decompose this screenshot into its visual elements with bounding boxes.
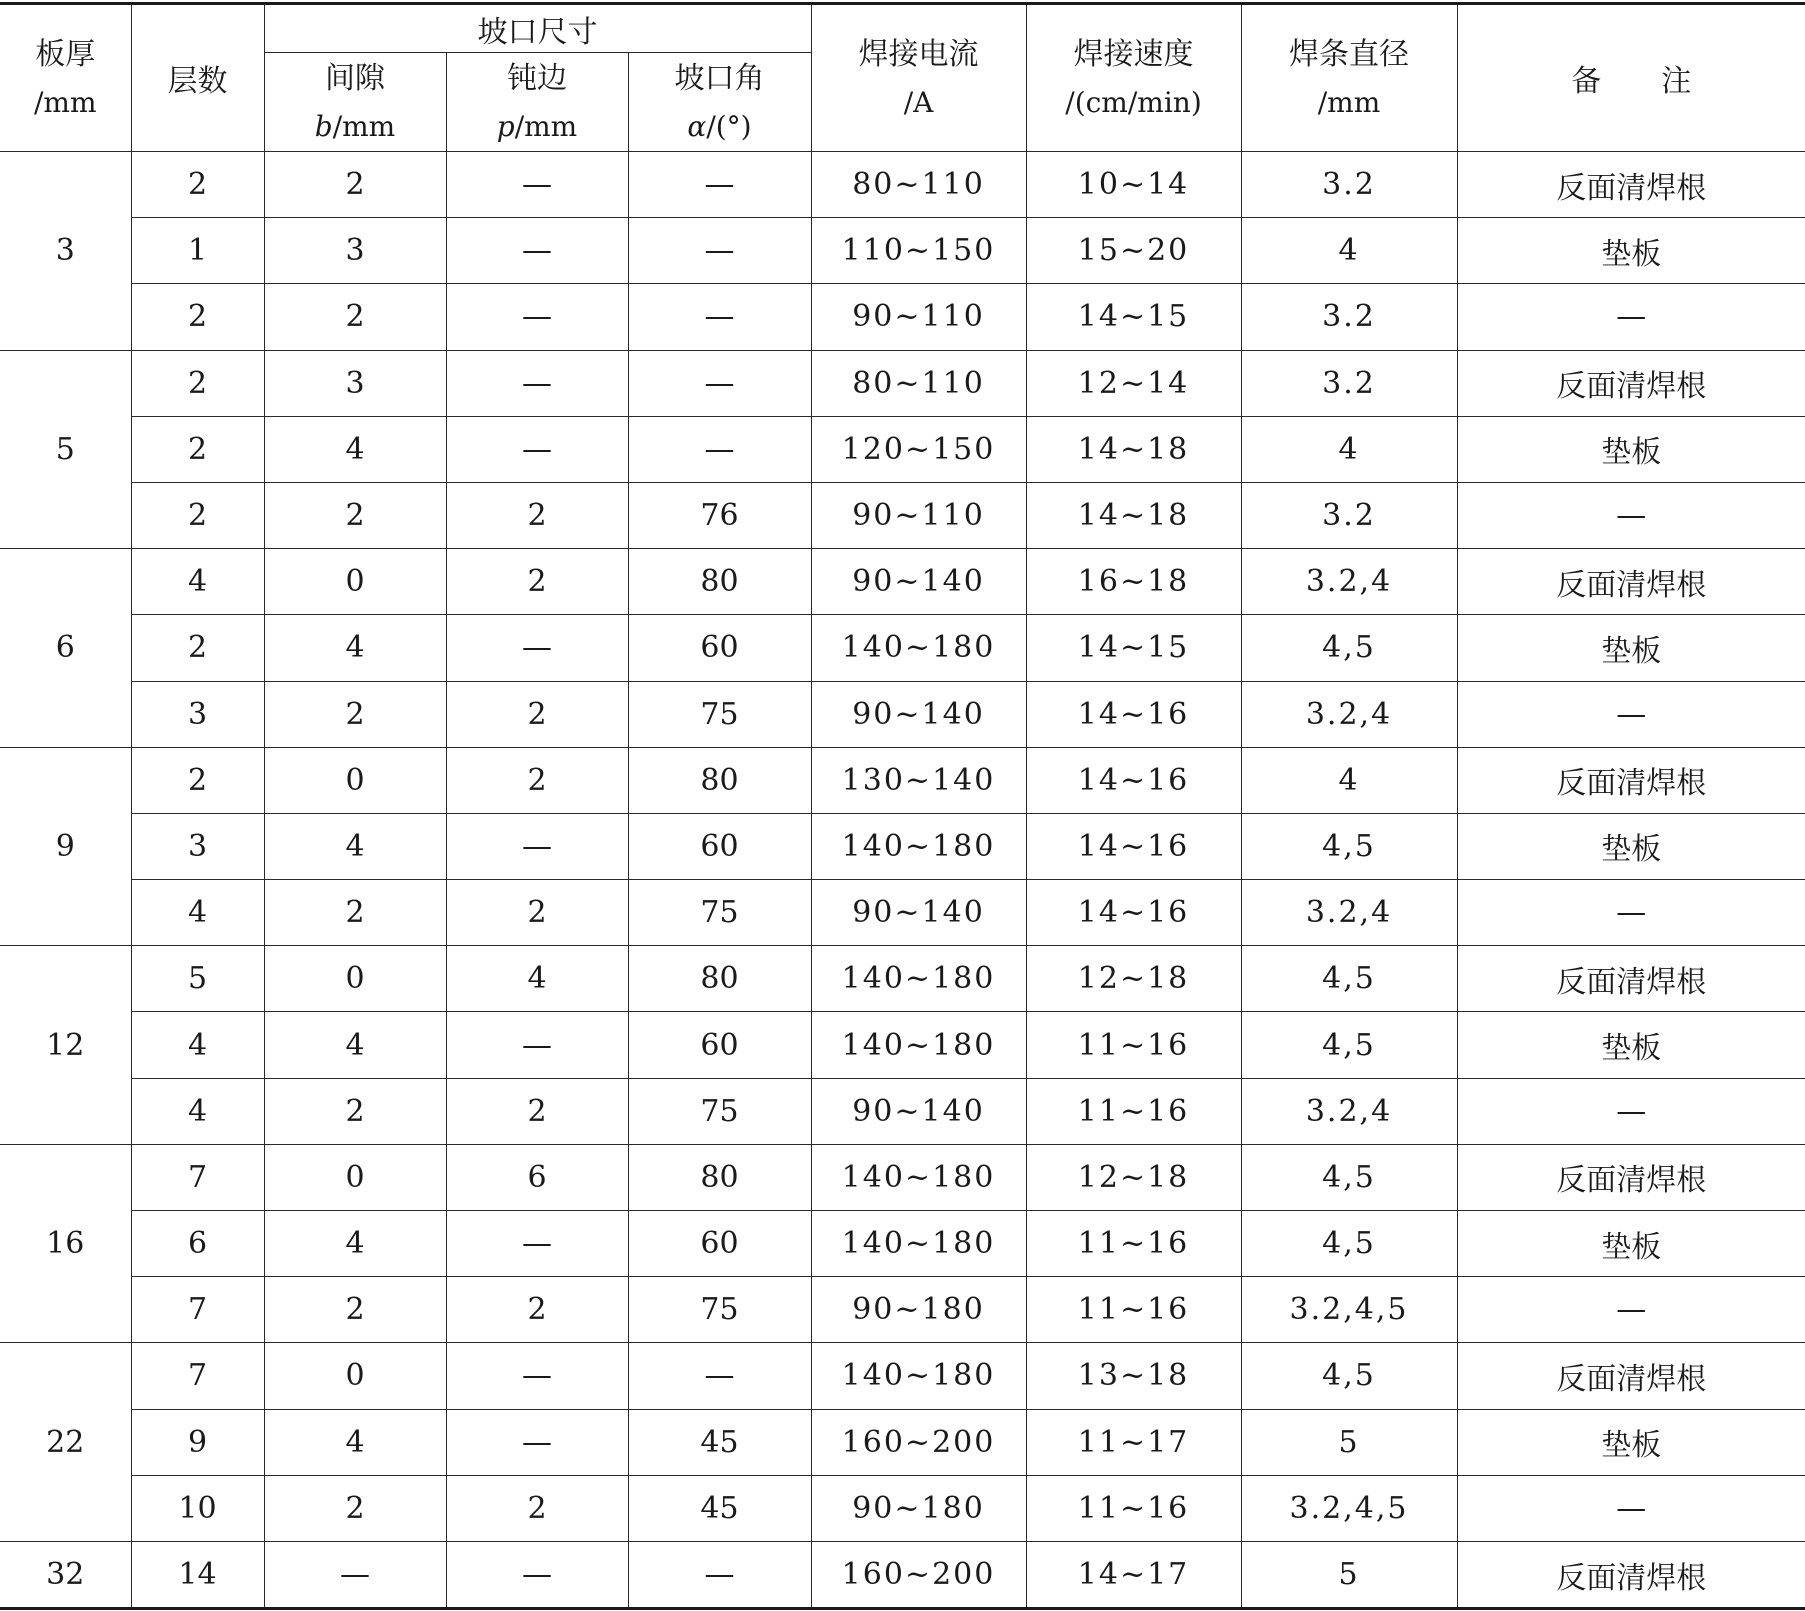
cell-land: —	[446, 1343, 628, 1409]
cell-note: 垫板	[1457, 416, 1805, 482]
cell-layers: 4	[131, 549, 264, 615]
header-gap-name: 间隙	[325, 61, 385, 96]
cell-current: 160~200	[811, 1541, 1026, 1608]
table-row	[0, 1211, 1805, 1277]
cell-current: 140~180	[811, 1211, 1026, 1277]
cell-gap: 2	[264, 482, 446, 548]
cell-dia: 3.2,4	[1241, 880, 1457, 946]
cell-note: 垫板	[1457, 1012, 1805, 1078]
cell-note: 反面清焊根	[1457, 1144, 1805, 1210]
cell-speed: 14~18	[1026, 416, 1241, 482]
cell-gap: 2	[264, 1475, 446, 1541]
cell-layers: 7	[131, 1343, 264, 1409]
cell-note: 反面清焊根	[1457, 549, 1805, 615]
table-row	[0, 615, 1805, 681]
cell-gap: 2	[264, 681, 446, 747]
cell-note: —	[1457, 1475, 1805, 1541]
header-land-name: 钝边	[507, 61, 567, 96]
cell-speed: 12~14	[1026, 350, 1241, 416]
cell-dia: 3.2	[1241, 350, 1457, 416]
header-current	[811, 4, 1026, 152]
cell-land: 2	[446, 1475, 628, 1541]
cell-gap: 4	[264, 1211, 446, 1277]
table-row	[0, 1078, 1805, 1144]
cell-speed: 11~16	[1026, 1211, 1241, 1277]
cell-speed: 12~18	[1026, 946, 1241, 1012]
cell-land: —	[446, 1541, 628, 1608]
cell-current: 140~180	[811, 1012, 1026, 1078]
cell-land: 2	[446, 482, 628, 548]
table-row	[0, 1343, 1805, 1409]
table-row	[0, 946, 1805, 1012]
cell-dia: 3.2,4	[1241, 681, 1457, 747]
cell-speed: 14~16	[1026, 681, 1241, 747]
header-gap-symbol: b	[314, 110, 333, 143]
cell-dia: 3.2,4	[1241, 549, 1457, 615]
cell-current: 80~110	[811, 152, 1026, 218]
cell-layers: 10	[131, 1475, 264, 1541]
header-notes-name: 备 注	[1571, 64, 1692, 99]
cell-gap: 0	[264, 946, 446, 1012]
cell-gap: 2	[264, 284, 446, 350]
cell-thickness: 6	[0, 549, 131, 748]
cell-land: —	[446, 1409, 628, 1475]
cell-current: 160~200	[811, 1409, 1026, 1475]
cell-note: 反面清焊根	[1457, 747, 1805, 813]
cell-land: 2	[446, 681, 628, 747]
cell-speed: 14~17	[1026, 1541, 1241, 1608]
table-row	[0, 747, 1805, 813]
cell-thickness: 32	[0, 1541, 131, 1608]
cell-layers: 6	[131, 1211, 264, 1277]
cell-land: 6	[446, 1144, 628, 1210]
cell-land: 2	[446, 747, 628, 813]
cell-speed: 14~15	[1026, 284, 1241, 350]
cell-land: 2	[446, 1277, 628, 1343]
header-notes	[1457, 4, 1805, 152]
header-groove-group	[264, 4, 811, 53]
table-row	[0, 416, 1805, 482]
cell-speed: 14~16	[1026, 747, 1241, 813]
table-row	[0, 1475, 1805, 1541]
cell-land: —	[446, 615, 628, 681]
cell-dia: 3.2,4,5	[1241, 1475, 1457, 1541]
table-row	[0, 1144, 1805, 1210]
cell-note: 垫板	[1457, 218, 1805, 284]
cell-angle: 75	[628, 1078, 811, 1144]
cell-layers: 2	[131, 482, 264, 548]
cell-dia: 3.2	[1241, 482, 1457, 548]
header-current-name: 焊接电流	[858, 37, 979, 72]
cell-current: 90~180	[811, 1277, 1026, 1343]
cell-dia: 3.2	[1241, 152, 1457, 218]
cell-current: 140~180	[811, 813, 1026, 879]
cell-land: —	[446, 218, 628, 284]
header-thickness	[0, 4, 131, 152]
cell-dia: 4	[1241, 218, 1457, 284]
cell-land: —	[446, 284, 628, 350]
cell-angle: 75	[628, 880, 811, 946]
cell-speed: 11~16	[1026, 1475, 1241, 1541]
table-body	[0, 152, 1805, 1609]
cell-angle: 80	[628, 549, 811, 615]
cell-angle: 80	[628, 946, 811, 1012]
cell-speed: 11~16	[1026, 1012, 1241, 1078]
cell-gap: 0	[264, 747, 446, 813]
header-angle-unit: /(°)	[706, 110, 752, 143]
cell-speed: 16~18	[1026, 549, 1241, 615]
cell-angle: 60	[628, 615, 811, 681]
cell-dia: 4	[1241, 747, 1457, 813]
cell-gap: 0	[264, 1144, 446, 1210]
cell-angle: —	[628, 152, 811, 218]
cell-gap: 3	[264, 350, 446, 416]
cell-note: 垫板	[1457, 615, 1805, 681]
cell-land: 2	[446, 549, 628, 615]
cell-dia: 3.2	[1241, 284, 1457, 350]
cell-thickness: 5	[0, 350, 131, 549]
cell-current: 90~140	[811, 880, 1026, 946]
cell-current: 90~180	[811, 1475, 1026, 1541]
cell-note: 反面清焊根	[1457, 1541, 1805, 1608]
cell-note: —	[1457, 1277, 1805, 1343]
table-row	[0, 482, 1805, 548]
cell-angle: 75	[628, 681, 811, 747]
table-row	[0, 1541, 1805, 1608]
cell-speed: 12~18	[1026, 1144, 1241, 1210]
cell-current: 110~150	[811, 218, 1026, 284]
cell-layers: 9	[131, 1409, 264, 1475]
table-row	[0, 284, 1805, 350]
table-header	[0, 4, 1805, 152]
cell-dia: 4,5	[1241, 1343, 1457, 1409]
cell-note: 反面清焊根	[1457, 152, 1805, 218]
cell-layers: 1	[131, 218, 264, 284]
cell-dia: 4,5	[1241, 1144, 1457, 1210]
cell-gap: 4	[264, 1409, 446, 1475]
cell-dia: 4,5	[1241, 615, 1457, 681]
cell-speed: 14~15	[1026, 615, 1241, 681]
cell-current: 90~110	[811, 284, 1026, 350]
cell-dia: 5	[1241, 1409, 1457, 1475]
cell-gap: 4	[264, 416, 446, 482]
cell-note: —	[1457, 482, 1805, 548]
cell-thickness: 16	[0, 1144, 131, 1343]
cell-layers: 2	[131, 350, 264, 416]
header-layers-name: 层数	[167, 64, 228, 99]
cell-layers: 4	[131, 1012, 264, 1078]
cell-angle: 45	[628, 1409, 811, 1475]
cell-layers: 2	[131, 416, 264, 482]
cell-thickness: 3	[0, 152, 131, 351]
cell-angle: —	[628, 416, 811, 482]
cell-gap: 2	[264, 1078, 446, 1144]
cell-dia: 4,5	[1241, 813, 1457, 879]
cell-angle: 76	[628, 482, 811, 548]
cell-layers: 3	[131, 681, 264, 747]
header-speed-unit: /(cm/min)	[1065, 86, 1202, 119]
cell-speed: 13~18	[1026, 1343, 1241, 1409]
cell-dia: 4,5	[1241, 1012, 1457, 1078]
header-angle	[628, 53, 811, 152]
cell-gap: 0	[264, 1343, 446, 1409]
table-row	[0, 813, 1805, 879]
cell-dia: 4	[1241, 416, 1457, 482]
cell-angle: —	[628, 1343, 811, 1409]
cell-land: —	[446, 813, 628, 879]
cell-thickness: 22	[0, 1343, 131, 1542]
header-electrode-name: 焊条直径	[1289, 37, 1410, 72]
cell-angle: —	[628, 218, 811, 284]
header-thickness-name: 板厚	[35, 37, 96, 72]
cell-dia: 4,5	[1241, 946, 1457, 1012]
header-land-symbol: p	[496, 110, 515, 143]
cell-note: 垫板	[1457, 1211, 1805, 1277]
cell-current: 90~140	[811, 1078, 1026, 1144]
cell-angle: 75	[628, 1277, 811, 1343]
cell-land: —	[446, 416, 628, 482]
table-row	[0, 1409, 1805, 1475]
cell-speed: 14~16	[1026, 813, 1241, 879]
cell-current: 140~180	[811, 1144, 1026, 1210]
cell-thickness: 9	[0, 747, 131, 946]
cell-angle: 45	[628, 1475, 811, 1541]
table-row	[0, 218, 1805, 284]
cell-current: 90~110	[811, 482, 1026, 548]
cell-current: 140~180	[811, 946, 1026, 1012]
header-electrode-unit: /mm	[1317, 86, 1381, 119]
table-row	[0, 681, 1805, 747]
cell-speed: 11~16	[1026, 1277, 1241, 1343]
cell-land: 4	[446, 946, 628, 1012]
cell-land: —	[446, 1012, 628, 1078]
header-land	[446, 53, 628, 152]
cell-note: 垫板	[1457, 813, 1805, 879]
cell-land: 2	[446, 1078, 628, 1144]
cell-current: 80~110	[811, 350, 1026, 416]
cell-layers: 2	[131, 152, 264, 218]
cell-angle: 60	[628, 1211, 811, 1277]
table-row	[0, 1012, 1805, 1078]
cell-angle: 80	[628, 747, 811, 813]
cell-angle: —	[628, 284, 811, 350]
cell-current: 90~140	[811, 549, 1026, 615]
cell-gap: 4	[264, 615, 446, 681]
cell-dia: 3.2,4,5	[1241, 1277, 1457, 1343]
cell-angle: —	[628, 350, 811, 416]
table-row	[0, 1277, 1805, 1343]
header-groove-group-name: 坡口尺寸	[477, 14, 598, 50]
header-angle-symbol: α	[687, 110, 707, 143]
header-layers	[131, 4, 264, 152]
cell-layers: 2	[131, 284, 264, 350]
cell-note: 垫板	[1457, 1409, 1805, 1475]
cell-layers: 2	[131, 615, 264, 681]
cell-note: —	[1457, 681, 1805, 747]
cell-current: 90~140	[811, 681, 1026, 747]
cell-gap: 0	[264, 549, 446, 615]
table-row	[0, 152, 1805, 218]
cell-gap: 2	[264, 152, 446, 218]
cell-layers: 5	[131, 946, 264, 1012]
header-electrode	[1241, 4, 1457, 152]
cell-land: —	[446, 152, 628, 218]
cell-note: —	[1457, 1078, 1805, 1144]
cell-current: 130~140	[811, 747, 1026, 813]
cell-gap: 3	[264, 218, 446, 284]
cell-gap: 4	[264, 1012, 446, 1078]
header-speed-name: 焊接速度	[1073, 37, 1194, 72]
cell-layers: 14	[131, 1541, 264, 1608]
cell-current: 140~180	[811, 615, 1026, 681]
cell-layers: 7	[131, 1144, 264, 1210]
cell-speed: 14~16	[1026, 880, 1241, 946]
cell-land: —	[446, 1211, 628, 1277]
header-land-unit: /mm	[514, 110, 578, 143]
cell-note: —	[1457, 880, 1805, 946]
cell-note: 反面清焊根	[1457, 946, 1805, 1012]
cell-angle: 60	[628, 813, 811, 879]
cell-speed: 10~14	[1026, 152, 1241, 218]
cell-note: 反面清焊根	[1457, 350, 1805, 416]
cell-thickness: 12	[0, 946, 131, 1145]
cell-dia: 4,5	[1241, 1211, 1457, 1277]
cell-speed: 11~17	[1026, 1409, 1241, 1475]
cell-dia: 3.2,4	[1241, 1078, 1457, 1144]
header-angle-name: 坡口角	[674, 61, 765, 96]
cell-angle: —	[628, 1541, 811, 1608]
cell-speed: 15~20	[1026, 218, 1241, 284]
cell-speed: 14~18	[1026, 482, 1241, 548]
cell-note: —	[1457, 284, 1805, 350]
header-gap	[264, 53, 446, 152]
cell-angle: 60	[628, 1012, 811, 1078]
cell-layers: 7	[131, 1277, 264, 1343]
cell-gap: 4	[264, 813, 446, 879]
cell-layers: 4	[131, 1078, 264, 1144]
cell-current: 140~180	[811, 1343, 1026, 1409]
cell-dia: 5	[1241, 1541, 1457, 1608]
cell-layers: 4	[131, 880, 264, 946]
cell-layers: 2	[131, 747, 264, 813]
table-row	[0, 549, 1805, 615]
table-row	[0, 350, 1805, 416]
table-row	[0, 880, 1805, 946]
cell-land: —	[446, 350, 628, 416]
cell-speed: 11~16	[1026, 1078, 1241, 1144]
cell-gap: —	[264, 1541, 446, 1608]
header-thickness-unit: /mm	[33, 86, 97, 119]
cell-angle: 80	[628, 1144, 811, 1210]
header-current-unit: /A	[903, 86, 934, 119]
cell-current: 120~150	[811, 416, 1026, 482]
cell-land: 2	[446, 880, 628, 946]
cell-note: 反面清焊根	[1457, 1343, 1805, 1409]
welding-parameters-table	[0, 2, 1805, 1610]
cell-gap: 2	[264, 1277, 446, 1343]
header-gap-unit: /mm	[332, 110, 396, 143]
cell-gap: 2	[264, 880, 446, 946]
header-speed	[1026, 4, 1241, 152]
cell-layers: 3	[131, 813, 264, 879]
